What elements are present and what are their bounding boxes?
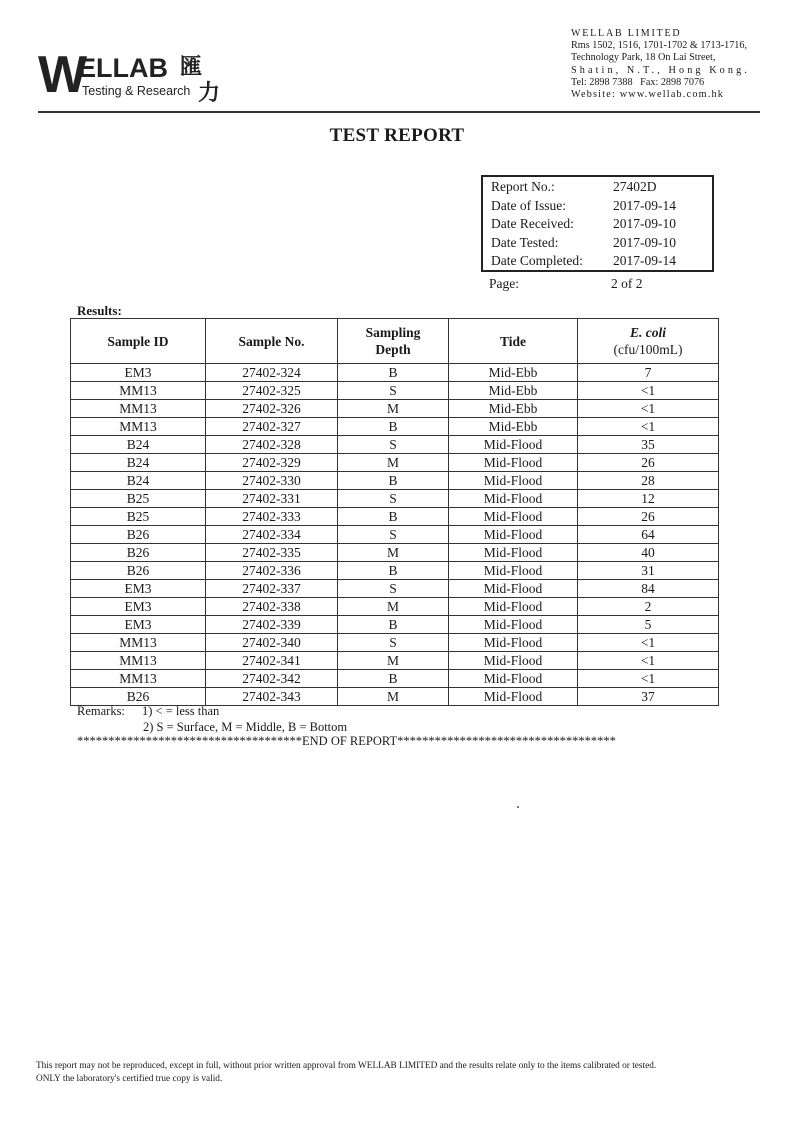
address-line-2: Technology Park, 18 On Lai Street,: [571, 52, 716, 64]
cell-ecoli: 26: [578, 508, 719, 526]
cell-sampling-depth: B: [338, 670, 449, 688]
cell-tide: Mid-Flood: [449, 652, 578, 670]
cell-sampling-depth: B: [338, 472, 449, 490]
cell-tide: Mid-Flood: [449, 616, 578, 634]
end-of-report: ************************************END OF REPORT***********************************: [77, 734, 616, 748]
cell-tide: Mid-Flood: [449, 508, 578, 526]
cell-tide: Mid-Ebb: [449, 364, 578, 382]
cell-sample-no: 27402-324: [206, 364, 338, 382]
cell-sample-id: MM13: [71, 652, 206, 670]
cell-sample-no: 27402-342: [206, 670, 338, 688]
cell-ecoli: <1: [578, 652, 719, 670]
logo-chinese-char-1: 匯: [180, 55, 203, 80]
remark-2: 2) S = Surface, M = Middle, B = Bottom: [143, 720, 348, 734]
cell-tide: Mid-Flood: [449, 436, 578, 454]
cell-ecoli: 12: [578, 490, 719, 508]
cell-tide: Mid-Flood: [449, 598, 578, 616]
cell-tide: Mid-Ebb: [449, 400, 578, 418]
cell-sample-id: B24: [71, 436, 206, 454]
table-header-row: [71, 319, 719, 364]
cell-ecoli: 35: [578, 436, 719, 454]
cell-tide: Mid-Flood: [449, 670, 578, 688]
cell-tide: Mid-Flood: [449, 454, 578, 472]
cell-sample-id: EM3: [71, 616, 206, 634]
table-row: [71, 382, 719, 400]
remarks: [77, 703, 347, 735]
cell-sample-no: 27402-340: [206, 634, 338, 652]
cell-sample-id: MM13: [71, 400, 206, 418]
results-table-body: [71, 364, 719, 706]
cell-tide: Mid-Flood: [449, 526, 578, 544]
cell-sampling-depth: B: [338, 418, 449, 436]
cell-sample-id: MM13: [71, 634, 206, 652]
cell-ecoli: <1: [578, 634, 719, 652]
remarks-label: Remarks:: [77, 704, 125, 718]
header-divider: [38, 111, 760, 113]
footer-line-2: ONLY the laboratory's certified true copy is valid.: [36, 1074, 223, 1084]
cell-sampling-depth: S: [338, 526, 449, 544]
cell-tide: Mid-Flood: [449, 688, 578, 706]
cell-sampling-depth: B: [338, 616, 449, 634]
address-line-3: Shatin, N.T., Hong Kong.: [571, 64, 750, 76]
cell-tide: Mid-Flood: [449, 634, 578, 652]
col-header-sample-no: Sample No.: [206, 319, 338, 364]
cell-sample-id: EM3: [71, 580, 206, 598]
cell-sample-no: 27402-338: [206, 598, 338, 616]
scan-speck: [517, 806, 519, 808]
table-row: [71, 364, 719, 382]
cell-ecoli: 84: [578, 580, 719, 598]
wellab-logo: [38, 46, 278, 106]
cell-sample-no: 27402-329: [206, 454, 338, 472]
cell-sampling-depth: B: [338, 562, 449, 580]
cell-sampling-depth: M: [338, 544, 449, 562]
cell-sample-no: 27402-331: [206, 490, 338, 508]
results-heading: Results:: [77, 303, 122, 318]
cell-sample-id: MM13: [71, 670, 206, 688]
cell-sample-no: 27402-326: [206, 400, 338, 418]
cell-sample-id: EM3: [71, 364, 206, 382]
cell-sampling-depth: S: [338, 580, 449, 598]
table-row: [71, 436, 719, 454]
cell-sample-id: B26: [71, 526, 206, 544]
cell-tide: Mid-Flood: [449, 472, 578, 490]
info-row-date-completed: Date Completed: 2017-09-14: [491, 253, 676, 268]
cell-sample-no: 27402-328: [206, 436, 338, 454]
remark-1: 1) < = less than: [142, 704, 220, 718]
cell-ecoli: 37: [578, 688, 719, 706]
info-row-date-tested: Date Tested: 2017-09-10: [491, 234, 676, 250]
cell-tide: Mid-Flood: [449, 544, 578, 562]
logo-letter-w: W: [38, 46, 86, 104]
cell-sample-id: MM13: [71, 418, 206, 436]
cell-sample-id: B26: [71, 562, 206, 580]
table-row: [71, 670, 719, 688]
col-header-tide: Tide: [449, 319, 578, 364]
logo-tagline: Testing & Research: [82, 84, 191, 98]
table-row: [71, 544, 719, 562]
cell-sample-no: 27402-334: [206, 526, 338, 544]
cell-sampling-depth: S: [338, 490, 449, 508]
cell-sampling-depth: S: [338, 634, 449, 652]
cell-sample-id: MM13: [71, 382, 206, 400]
logo-chinese-char-2: 力: [198, 81, 221, 106]
table-row: [71, 652, 719, 670]
cell-ecoli: 31: [578, 562, 719, 580]
cell-sample-id: B24: [71, 454, 206, 472]
footer-line-1: This report may not be reproduced, except in full, without prior written approval from WELLAB LIMITED and the results relate only to the items calibrated or tested.: [36, 1061, 657, 1071]
cell-ecoli: <1: [578, 418, 719, 436]
table-row: [71, 616, 719, 634]
cell-ecoli: 40: [578, 544, 719, 562]
table-row: [71, 598, 719, 616]
page-title: TEST REPORT: [329, 125, 465, 146]
cell-sampling-depth: B: [338, 364, 449, 382]
cell-sample-no: 27402-335: [206, 544, 338, 562]
col-header-sampling-depth: Sampling Depth: [338, 319, 449, 364]
cell-sampling-depth: M: [338, 652, 449, 670]
table-row: [71, 562, 719, 580]
cell-sample-no: 27402-337: [206, 580, 338, 598]
table-row: [71, 526, 719, 544]
table-row: [71, 454, 719, 472]
cell-sampling-depth: S: [338, 436, 449, 454]
cell-ecoli: 26: [578, 454, 719, 472]
cell-ecoli: <1: [578, 670, 719, 688]
cell-sample-no: 27402-327: [206, 418, 338, 436]
cell-sampling-depth: M: [338, 688, 449, 706]
cell-sample-id: B26: [71, 544, 206, 562]
cell-sampling-depth: M: [338, 598, 449, 616]
company-address: [571, 28, 750, 101]
table-row: [71, 634, 719, 652]
cell-ecoli: <1: [578, 400, 719, 418]
footer-disclaimer: [36, 1060, 656, 1086]
cell-tide: Mid-Ebb: [449, 382, 578, 400]
cell-sample-id: B25: [71, 490, 206, 508]
cell-ecoli: 7: [578, 364, 719, 382]
cell-sample-no: 27402-330: [206, 472, 338, 490]
report-info-box: [481, 175, 714, 272]
cell-ecoli: 5: [578, 616, 719, 634]
table-row: [71, 508, 719, 526]
contact-phone-fax: Tel: 2898 7388 Fax: 2898 7076: [571, 76, 705, 88]
cell-sample-no: 27402-336: [206, 562, 338, 580]
info-row-date-of-issue: Date of Issue: 2017-09-14: [491, 197, 676, 213]
cell-sample-no: 27402-325: [206, 382, 338, 400]
cell-tide: Mid-Flood: [449, 580, 578, 598]
company-name: WELLAB LIMITED: [571, 28, 682, 39]
info-row-report-no: Report No.: 27402D: [491, 179, 657, 194]
cell-sample-id: B24: [71, 472, 206, 490]
logo-wordmark: ELLAB: [78, 53, 168, 83]
table-row: [71, 418, 719, 436]
table-row: [71, 472, 719, 490]
address-line-1: Rms 1502, 1516, 1701-1702 & 1713-1716,: [571, 40, 748, 52]
table-row: [71, 400, 719, 418]
page-number: Page: 2 of 2: [489, 276, 643, 291]
cell-sampling-depth: M: [338, 400, 449, 418]
results-table: [70, 318, 719, 706]
cell-sample-no: 27402-339: [206, 616, 338, 634]
cell-sample-id: EM3: [71, 598, 206, 616]
cell-tide: Mid-Flood: [449, 562, 578, 580]
cell-ecoli: 64: [578, 526, 719, 544]
cell-ecoli: 28: [578, 472, 719, 490]
cell-sample-id: B26: [71, 688, 206, 706]
info-row-date-received: Date Received: 2017-09-10: [491, 216, 676, 231]
cell-sample-id: B25: [71, 508, 206, 526]
cell-tide: Mid-Ebb: [449, 418, 578, 436]
cell-sampling-depth: B: [338, 508, 449, 526]
cell-sampling-depth: S: [338, 382, 449, 400]
cell-tide: Mid-Flood: [449, 490, 578, 508]
cell-sample-no: 27402-341: [206, 652, 338, 670]
cell-sample-no: 27402-343: [206, 688, 338, 706]
cell-ecoli: 2: [578, 598, 719, 616]
cell-sample-no: 27402-333: [206, 508, 338, 526]
table-row: [71, 580, 719, 598]
col-header-ecoli: E. coli (cfu/100mL): [578, 319, 719, 364]
col-header-sample-id: Sample ID: [71, 319, 206, 364]
cell-ecoli: <1: [578, 382, 719, 400]
cell-sampling-depth: M: [338, 454, 449, 472]
table-row: [71, 490, 719, 508]
company-website: Website: www.wellab.com.hk: [571, 89, 725, 101]
